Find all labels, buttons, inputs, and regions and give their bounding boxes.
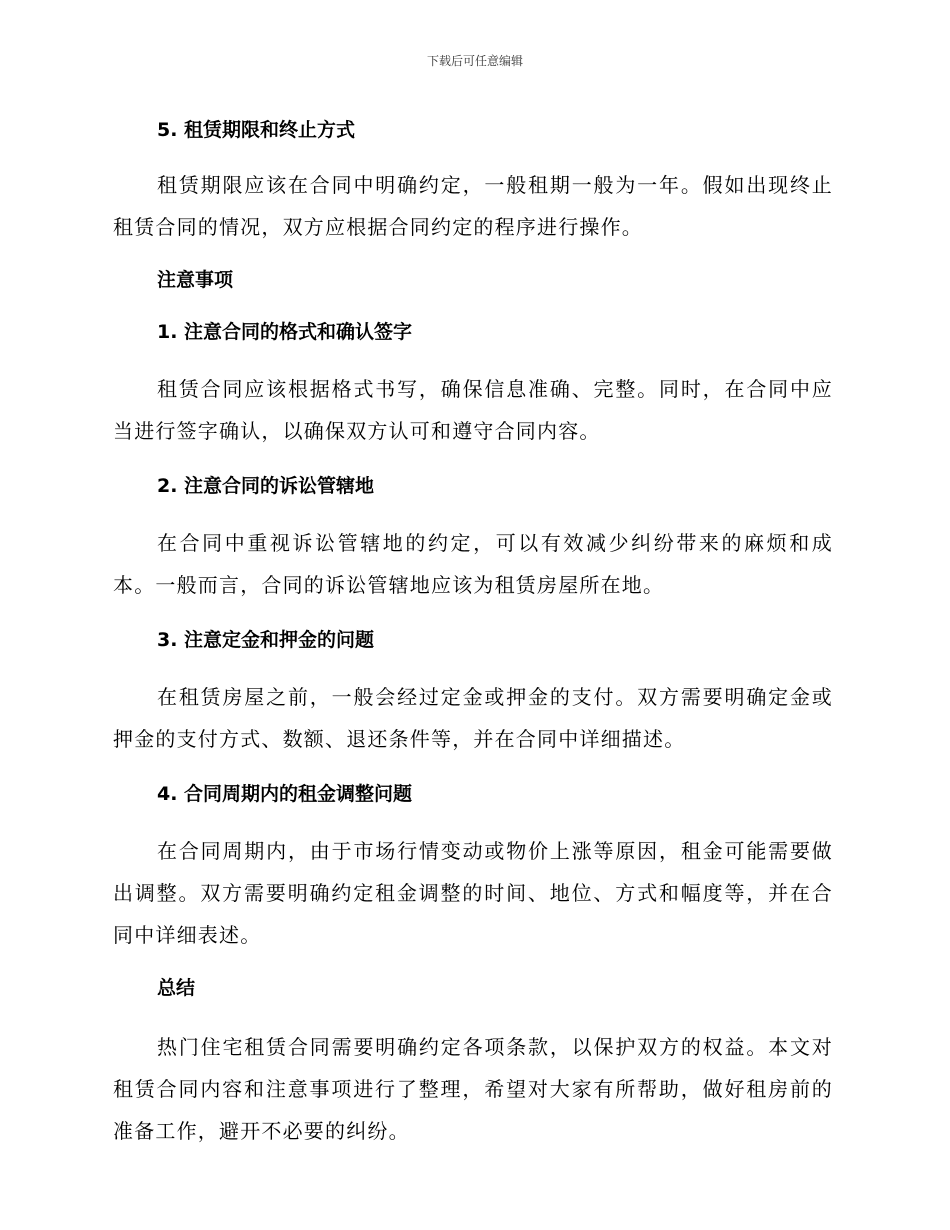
page-header: 下载后可任意编辑	[426, 54, 523, 68]
document-body	[113, 110, 833, 1152]
paragraph-format-signature: 租赁合同应该根据格式书写，确保信息准确、完整。同时，在合同中应当进行签字确认，以确保双方认可和遵守合同内容。	[113, 377, 833, 443]
subheading-deposit: 3. 注意定金和押金的问题	[157, 629, 375, 651]
paragraph-summary: 热门住宅租赁合同需要明确约定各项条款，以保护双方的权益。本文对租赁合同内容和注意事项进行了整理，希望对大家有所帮助，做好租房前的准备工作，避开不必要的纠纷。	[113, 1035, 833, 1143]
subheading-jurisdiction: 2. 注意合同的诉讼管辖地	[157, 475, 375, 497]
paragraph-deposit: 在租赁房屋之前，一般会经过定金或押金的支付。双方需要明确定金或押金的支付方式、数额、退还条件等，并在合同中详细描述。	[113, 685, 833, 751]
section-heading-lease-term: 5. 租赁期限和终止方式	[157, 119, 356, 141]
subheading-rent-adjustment: 4. 合同周期内的租金调整问题	[157, 783, 413, 805]
section-heading-summary: 总结	[157, 977, 196, 999]
paragraph-jurisdiction: 在合同中重视诉讼管辖地的约定，可以有效减少纠纷带来的麻烦和成本。一般而言，合同的诉讼管辖地应该为租赁房屋所在地。	[113, 531, 833, 597]
subheading-format-signature: 1. 注意合同的格式和确认签字	[157, 321, 413, 343]
section-heading-notes: 注意事项	[157, 269, 234, 291]
paragraph-rent-adjustment: 在合同周期内，由于市场行情变动或物价上涨等原因，租金可能需要做出调整。双方需要明确约定租金调整的时间、地位、方式和幅度等，并在合同中详细表述。	[113, 839, 833, 947]
paragraph-lease-term: 租赁期限应该在合同中明确约定，一般租期一般为一年。假如出现终止租赁合同的情况，双方应根据合同约定的程序进行操作。	[113, 173, 833, 239]
